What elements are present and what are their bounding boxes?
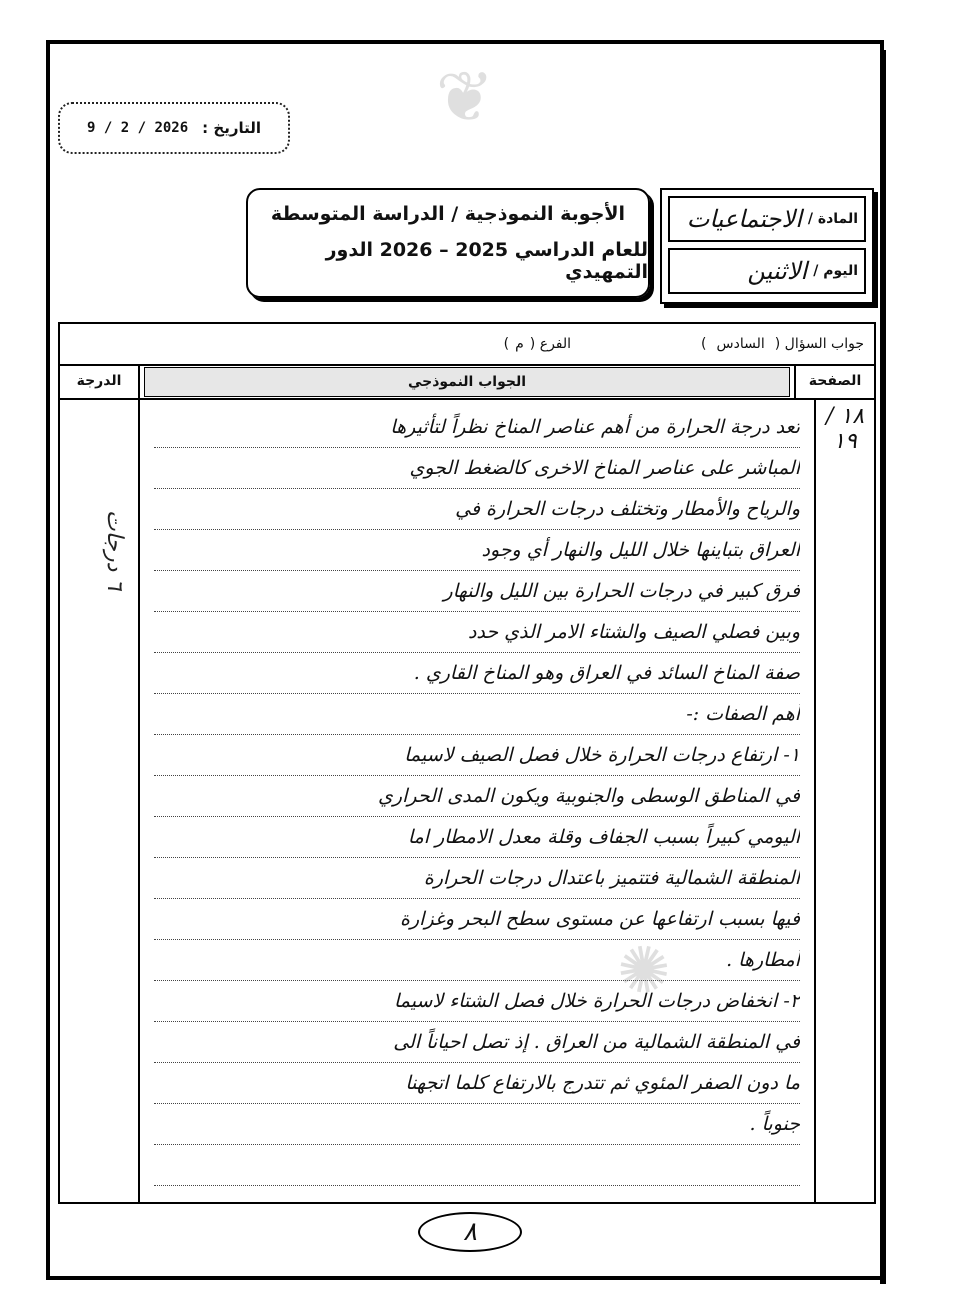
- answer-line: صفة المناخ السائد في العراق وهو المناخ القاري .: [154, 654, 800, 694]
- branch-label: الفرع (: [529, 336, 572, 352]
- info-box: [660, 188, 874, 304]
- answer-line: أهم الصفات :-: [154, 695, 800, 735]
- grade-notes: ٦ درجات: [102, 510, 127, 591]
- column-grade: الدرجة: [60, 364, 140, 398]
- grade-column: [60, 400, 140, 1202]
- answer-line: المباشر على عناصر المناخ الاخرى كالضغط الجوي: [154, 449, 800, 489]
- answer-line: ١- ارتفاع درجات الحرارة خلال فصل الصيف لاسيما: [154, 736, 800, 776]
- question-close: ): [701, 336, 707, 352]
- subject-row: [668, 196, 866, 242]
- answer-line: في المناطق الوسطى والجنوبية ويكون المدى الحراري: [154, 777, 800, 817]
- date-box: [58, 102, 290, 154]
- subject-label: المادة /: [807, 211, 858, 227]
- column-page: الصفحة: [794, 364, 874, 398]
- answer-line: ما دون الصفر المئوي ثم تتدرج بالارتفاع كلما اتجهنا: [154, 1064, 800, 1104]
- answer-line: تعد درجة الحرارة من أهم عناصر المناخ نظراً لتأثيرها: [154, 408, 800, 448]
- title-box: [246, 188, 650, 298]
- answer-line: فرق كبير في درجات الحرارة بين الليل والنهار: [154, 572, 800, 612]
- answer-line: فيها بسبب ارتفاعها عن مستوى سطح البحر وغزارة: [154, 900, 800, 940]
- title-line-1: الأجوبة النموذجية / الدراسة المتوسطة: [270, 203, 626, 225]
- branch-close: ): [503, 336, 510, 352]
- question-number: السادس: [716, 336, 765, 352]
- answer-line: في المنطقة الشمالية من العراق . إذ تصل احياناً الى: [154, 1023, 800, 1063]
- branch-group: [504, 336, 571, 352]
- date-label: التاريخ :: [202, 119, 261, 137]
- title-line-2: للعام الدراسي 2025 – 2026 الدور التمهيدي: [325, 239, 648, 283]
- day-value: الاثنين: [747, 257, 808, 285]
- branch-value: م: [515, 336, 524, 352]
- answer-line: وبين فصلي الصيف والشتاء الامر الذي حدد: [154, 613, 800, 653]
- question-header: [60, 324, 874, 366]
- answer-line: المنطقة الشمالية فتتميز باعتدال درجات الحرارة: [154, 859, 800, 899]
- answer-line: العراق بتباينها خلال الليل والنهار أي وجود: [154, 531, 800, 571]
- day-label: اليوم /: [813, 263, 858, 279]
- watermark-logo-icon: ✺: [611, 930, 678, 1013]
- page-column: [814, 400, 874, 1202]
- answer-line: جنوباً .: [154, 1105, 800, 1145]
- subject-value: الاجتماعيات: [686, 205, 802, 233]
- column-answer: الجواب النموذجي: [144, 367, 790, 397]
- column-header-row: [60, 364, 874, 400]
- answer-line: ٢- انخفاض درجات الحرارة خلال فصل الشتاء لاسيما: [154, 982, 800, 1022]
- ministry-crest-icon: ❦: [435, 56, 495, 138]
- answer-line: والرياح والأمطار وتختلف درجات الحرارة في: [154, 490, 800, 530]
- page-border-shadow: [880, 50, 886, 1284]
- day-row: [668, 248, 866, 294]
- answer-line: اليومي كبيراً بسبب الجفاف وقلة معدل الامطار اما: [154, 818, 800, 858]
- page-reference: ١٨ / ١٩: [825, 404, 865, 454]
- question-label: جواب السؤال (: [774, 336, 864, 352]
- answer-line: أمطارها .: [154, 941, 800, 981]
- footer-page-number: ٨: [418, 1212, 522, 1252]
- date-value: 9 / 2 / 2026: [87, 120, 189, 136]
- answer-line: [154, 1146, 800, 1186]
